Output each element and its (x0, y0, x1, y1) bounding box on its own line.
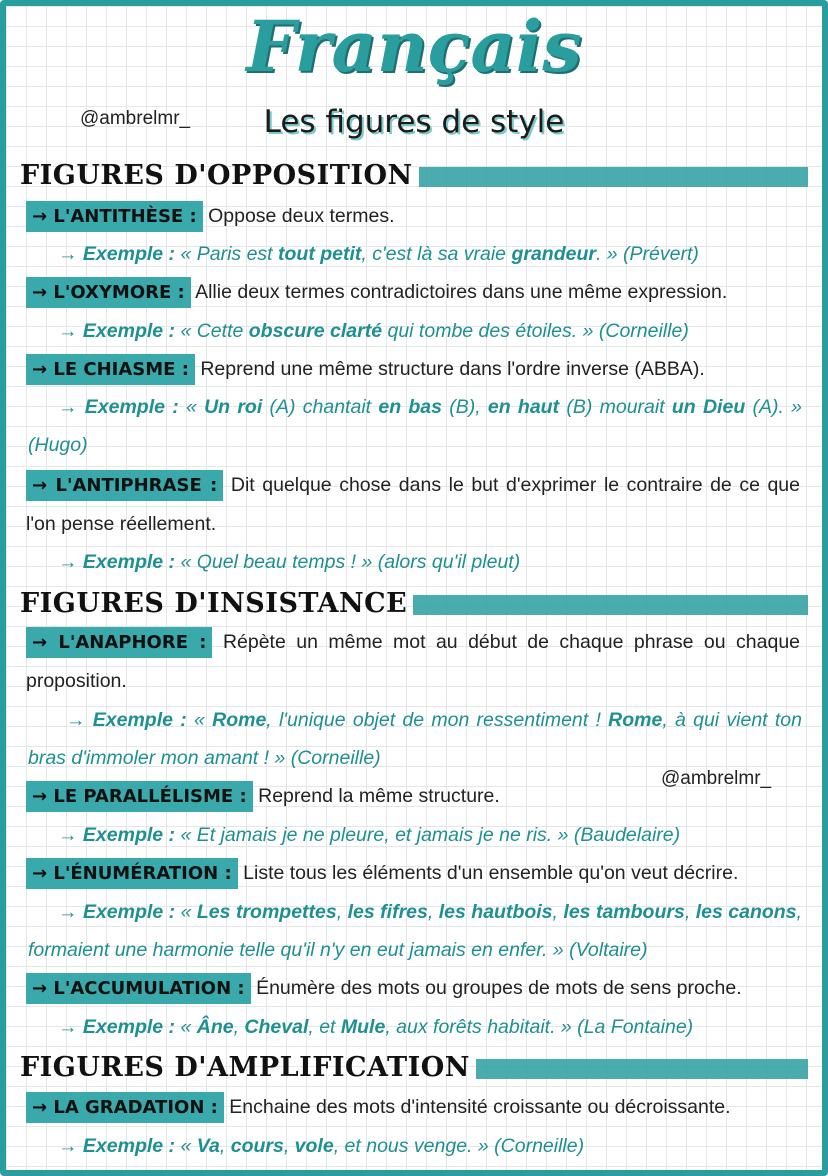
example-text: « Paris est (175, 243, 279, 265)
example-lead: → Exemple : (58, 1135, 176, 1157)
example-emphasis: en bas (378, 396, 442, 418)
example-emphasis: les canons (695, 901, 797, 923)
figure-label: → LE PARALLÉLISME : (26, 781, 253, 812)
figure-definition: Énumère des mots ou groupes de mots de sens proche. (256, 977, 742, 999)
example-text: « (175, 901, 197, 923)
example-text: , (233, 1016, 245, 1038)
figure-oxymore (26, 273, 800, 312)
figure-example (58, 1008, 802, 1046)
figure-definition: Enchaine des mots d'intensité croissante ou décroissante. (229, 1096, 731, 1118)
figure-example (58, 1127, 802, 1165)
example-emphasis: en haut (487, 396, 560, 418)
figure-definition: Reprend la même structure. (258, 785, 500, 807)
watermark: @ambrelmr_ (661, 768, 772, 789)
figure-example (28, 388, 802, 464)
section-title: FIGURES D'OPPOSITION (20, 159, 413, 191)
example-text: « Et jamais je ne pleure, et jamais je ne ris. » (Baudelaire) (175, 824, 681, 846)
example-text: , (427, 901, 439, 923)
page-title: Français (246, 5, 582, 88)
example-emphasis: Âne (196, 1016, 234, 1038)
example-text: , à qui vient ton bras d'immoler mon amant ! » (Corneille) (28, 709, 802, 769)
page-subtitle: Les figures de style (263, 104, 565, 140)
section-header-insistance (20, 585, 808, 621)
example-text: (A). » (Hugo) (28, 396, 803, 456)
figure-example (58, 312, 802, 350)
figure-example (28, 701, 802, 777)
section-title: FIGURES D'AMPLIFICATION (20, 1051, 470, 1083)
example-emphasis: les hautbois (438, 901, 553, 923)
example-text: , (336, 901, 348, 923)
section-header-amplification (20, 1049, 808, 1085)
example-emphasis: Va (196, 1135, 220, 1157)
example-lead: → Exemple : (58, 901, 176, 923)
example-emphasis: les tambours (563, 901, 685, 923)
figure-example (28, 893, 802, 969)
example-text: , formaient une harmonie telle qu'il n'y en eut jamais en enfer. » (Voltaire) (28, 901, 802, 961)
example-text: , (219, 1135, 231, 1157)
figure-parallelisme (26, 777, 800, 816)
figure-enumeration (26, 854, 800, 893)
figure-example (58, 543, 802, 581)
example-emphasis: obscure clarté (248, 320, 383, 342)
figure-definition: Reprend une même structure dans l'ordre inverse (ABBA). (200, 358, 705, 380)
figure-definition: Oppose deux termes. (208, 205, 395, 227)
example-emphasis: cours (230, 1135, 284, 1157)
example-emphasis: tout petit (278, 243, 362, 265)
example-emphasis: Mule (340, 1016, 386, 1038)
figure-label: → L'OXYMORE : (26, 277, 191, 308)
figure-antiphrase (26, 466, 800, 543)
section-title: FIGURES D'INSISTANCE (20, 587, 408, 619)
example-text: (B) mourait (559, 396, 672, 418)
figure-label: → LA GRADATION : (26, 1092, 224, 1123)
example-text: « (175, 1135, 197, 1157)
example-text: , aux forêts habitait. » (La Fontaine) (385, 1016, 694, 1038)
figure-definition: Répète un même mot au début de chaque phrase ou chaque proposition. (26, 631, 801, 692)
figure-label: → L'ACCUMULATION : (26, 973, 251, 1004)
example-emphasis: un Dieu (671, 396, 746, 418)
figure-anaphore (26, 623, 800, 700)
figure-accumulation (26, 969, 800, 1008)
example-emphasis: Rome (608, 709, 663, 731)
figure-definition: Liste tous les éléments d'un ensemble qu'on veut décrire. (243, 862, 739, 884)
example-emphasis: Rome (212, 709, 267, 731)
section-divider (419, 167, 808, 187)
figure-label: → LE CHIASME : (26, 354, 195, 385)
example-emphasis: Un roi (204, 396, 263, 418)
figure-antithese (26, 197, 800, 236)
example-text: « Cette (175, 320, 249, 342)
figure-label: → L'ÉNUMÉRATION : (26, 858, 238, 889)
example-emphasis: les fifres (347, 901, 428, 923)
section-divider (476, 1059, 808, 1079)
figure-label: → L'ANAPHORE : (26, 627, 212, 658)
example-emphasis: Cheval (244, 1016, 309, 1038)
example-lead: → Exemple : (58, 396, 179, 418)
example-text: « Quel beau temps ! » (alors qu'il pleut) (175, 551, 521, 573)
example-text: « (178, 396, 205, 418)
example-text: , et (308, 1016, 341, 1038)
figure-label: → L'ANTITHÈSE : (26, 201, 203, 232)
example-text: (B), (441, 396, 488, 418)
section-divider (413, 595, 808, 615)
figure-chiasme (26, 350, 800, 389)
example-text: « (186, 709, 213, 731)
example-text: « (175, 1016, 197, 1038)
example-lead: → Exemple : (58, 320, 176, 342)
example-lead: → Exemple : (66, 709, 187, 731)
example-text: , (684, 901, 696, 923)
example-text: , (283, 1135, 295, 1157)
example-text: qui tombe des étoiles. » (Corneille) (382, 320, 689, 342)
example-text: (A) chantait (262, 396, 379, 418)
figure-definition: Allie deux termes contradictoires dans une même expression. (195, 281, 728, 303)
example-lead: → Exemple : (58, 243, 176, 265)
example-emphasis: Les trompettes (196, 901, 337, 923)
watermark: @ambrelmr_ (80, 108, 191, 129)
figure-label: → L'ANTIPHRASE : (26, 470, 223, 501)
figure-definition: Dit quelque chose dans le but d'exprimer le contraire de ce que l'on pense réellement. (26, 474, 800, 535)
example-text: . » (Prévert) (595, 243, 699, 265)
figure-example (58, 816, 802, 854)
example-lead: → Exemple : (58, 551, 176, 573)
example-text: , et nous venge. » (Corneille) (333, 1135, 585, 1157)
figure-example (58, 235, 802, 273)
example-text: , (552, 901, 564, 923)
example-text: , c'est là sa vraie (361, 243, 512, 265)
example-lead: → Exemple : (58, 824, 176, 846)
example-emphasis: grandeur (511, 243, 596, 265)
example-lead: → Exemple : (58, 1016, 176, 1038)
example-text: , l'unique objet de mon ressentiment ! (266, 709, 609, 731)
figure-gradation (26, 1088, 800, 1127)
example-emphasis: vole (294, 1135, 334, 1157)
section-header-opposition (20, 157, 808, 193)
